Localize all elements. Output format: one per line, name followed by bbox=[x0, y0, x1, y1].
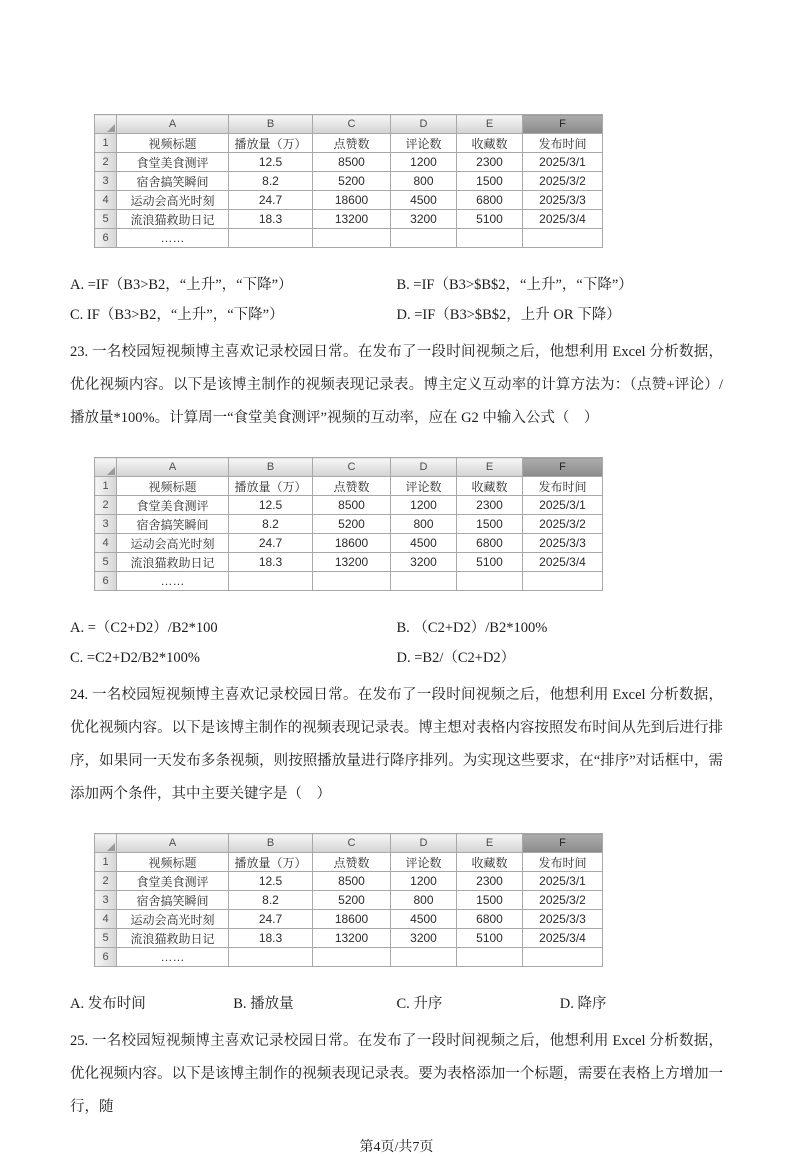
column-header-f: F bbox=[523, 458, 603, 477]
column-header-b: B bbox=[229, 834, 313, 853]
cell-c4: 18600 bbox=[313, 534, 391, 553]
cell-d3: 800 bbox=[391, 891, 457, 910]
cell-a6: …… bbox=[117, 948, 229, 967]
cell-f3: 2025/3/2 bbox=[523, 515, 603, 534]
cell-d3: 800 bbox=[391, 172, 457, 191]
cell-b4: 24.7 bbox=[229, 910, 313, 929]
cell-e1: 收藏数 bbox=[457, 853, 523, 872]
cell-f1: 发布时间 bbox=[523, 853, 603, 872]
row-header-5: 5 bbox=[95, 929, 117, 948]
cell-b1: 播放量（万） bbox=[229, 853, 313, 872]
column-header-d: D bbox=[391, 458, 457, 477]
cell-e4: 6800 bbox=[457, 534, 523, 553]
question24-text: 24. 一名校园短视频博主喜欢记录校园日常。在发布了一段时间视频之后，他想利用 Excel 分析数据，优化视频内容。以下是该博主制作的视频表现记录表。博主想对表格内容按照发布时间从先到后进行排序，如果同一天发布多条视频，则按照播放量进行降序排列。为实现这些要求，在“排序”对话框中，需添加两个条件，其中主要关键字是（ ） bbox=[70, 687, 723, 802]
row-header-5: 5 bbox=[95, 210, 117, 229]
cell-d5: 3200 bbox=[391, 210, 457, 229]
cell-d6 bbox=[391, 572, 457, 591]
column-header-a: A bbox=[117, 458, 229, 477]
question24-option-a: A. 发布时间 bbox=[70, 996, 146, 1012]
cell-f3: 2025/3/2 bbox=[523, 172, 603, 191]
cell-c6 bbox=[313, 572, 391, 591]
cell-b2: 12.5 bbox=[229, 872, 313, 891]
cell-f2: 2025/3/1 bbox=[523, 153, 603, 172]
row-header-1: 1 bbox=[95, 134, 117, 153]
cell-c6 bbox=[313, 948, 391, 967]
cell-f6 bbox=[523, 948, 603, 967]
cell-c1: 点赞数 bbox=[313, 477, 391, 496]
cell-d5: 3200 bbox=[391, 929, 457, 948]
cell-b6 bbox=[229, 229, 313, 248]
cell-c1: 点赞数 bbox=[313, 134, 391, 153]
question23-option-d: D. =B2/（C2+D2） bbox=[396, 650, 516, 666]
corner-triangle-icon bbox=[107, 467, 115, 475]
column-header-c: C bbox=[313, 834, 391, 853]
cell-e3: 1500 bbox=[457, 891, 523, 910]
question22-option-c: C. IF（B3>B2，“上升”，“下降”） bbox=[70, 307, 284, 323]
column-header-b: B bbox=[229, 458, 313, 477]
cell-d5: 3200 bbox=[391, 553, 457, 572]
cell-a1: 视频标题 bbox=[117, 134, 229, 153]
spreadsheet-table bbox=[94, 833, 603, 967]
question24-option-b: B. 播放量 bbox=[233, 996, 294, 1012]
cell-f1: 发布时间 bbox=[523, 477, 603, 496]
cell-e1: 收藏数 bbox=[457, 477, 523, 496]
cell-d2: 1200 bbox=[391, 872, 457, 891]
cell-c1: 点赞数 bbox=[313, 853, 391, 872]
cell-a3: 宿舍搞笑瞬间 bbox=[117, 172, 229, 191]
sheet-corner-cell bbox=[95, 834, 117, 853]
question24-option-d: D. 降序 bbox=[559, 996, 607, 1012]
cell-c3: 5200 bbox=[313, 515, 391, 534]
cell-b4: 24.7 bbox=[229, 534, 313, 553]
cell-b3: 8.2 bbox=[229, 891, 313, 910]
cell-c2: 8500 bbox=[313, 153, 391, 172]
cell-b5: 18.3 bbox=[229, 929, 313, 948]
cell-a1: 视频标题 bbox=[117, 477, 229, 496]
cell-a2: 食堂美食测评 bbox=[117, 872, 229, 891]
row-header-3: 3 bbox=[95, 515, 117, 534]
row-header-4: 4 bbox=[95, 910, 117, 929]
page-footer: 第4页/共7页 bbox=[359, 1140, 434, 1155]
cell-e6 bbox=[457, 948, 523, 967]
cell-d2: 1200 bbox=[391, 153, 457, 172]
cell-f4: 2025/3/3 bbox=[523, 191, 603, 210]
cell-f5: 2025/3/4 bbox=[523, 553, 603, 572]
question22-option-b: B. =IF（B3>$B$2，“上升”，“下降”） bbox=[396, 277, 633, 293]
question22-options-row-1 bbox=[70, 270, 723, 300]
cell-a1: 视频标题 bbox=[117, 853, 229, 872]
question24-options-row bbox=[70, 989, 723, 1019]
column-header-d: D bbox=[391, 834, 457, 853]
cell-c4: 18600 bbox=[313, 191, 391, 210]
cell-d3: 800 bbox=[391, 515, 457, 534]
column-header-f: F bbox=[523, 115, 603, 134]
cell-b2: 12.5 bbox=[229, 153, 313, 172]
cell-e2: 2300 bbox=[457, 153, 523, 172]
spreadsheet-figure-3 bbox=[94, 833, 723, 967]
cell-d1: 评论数 bbox=[391, 134, 457, 153]
column-header-e: E bbox=[457, 458, 523, 477]
cell-a3: 宿舍搞笑瞬间 bbox=[117, 515, 229, 534]
cell-b6 bbox=[229, 572, 313, 591]
cell-d4: 4500 bbox=[391, 910, 457, 929]
corner-triangle-icon bbox=[107, 843, 115, 851]
cell-e6 bbox=[457, 572, 523, 591]
cell-a4: 运动会高光时刻 bbox=[117, 191, 229, 210]
column-header-c: C bbox=[313, 458, 391, 477]
cell-a2: 食堂美食测评 bbox=[117, 153, 229, 172]
question22-option-a: A. =IF（B3>B2，“上升”，“下降”） bbox=[70, 277, 293, 293]
cell-d4: 4500 bbox=[391, 191, 457, 210]
cell-c3: 5200 bbox=[313, 891, 391, 910]
row-header-6: 6 bbox=[95, 572, 117, 591]
cell-b1: 播放量（万） bbox=[229, 134, 313, 153]
question24-option-c: C. 升序 bbox=[396, 996, 443, 1012]
cell-c5: 13200 bbox=[313, 210, 391, 229]
question22-options-row-2 bbox=[70, 300, 723, 330]
cell-e3: 1500 bbox=[457, 515, 523, 534]
cell-e1: 收藏数 bbox=[457, 134, 523, 153]
cell-c5: 13200 bbox=[313, 553, 391, 572]
cell-a4: 运动会高光时刻 bbox=[117, 910, 229, 929]
row-header-1: 1 bbox=[95, 477, 117, 496]
row-header-3: 3 bbox=[95, 172, 117, 191]
cell-c6 bbox=[313, 229, 391, 248]
cell-e5: 5100 bbox=[457, 929, 523, 948]
cell-f4: 2025/3/3 bbox=[523, 910, 603, 929]
question23-option-a: A. =（C2+D2）/B2*100 bbox=[70, 620, 218, 636]
cell-b3: 8.2 bbox=[229, 172, 313, 191]
cell-f5: 2025/3/4 bbox=[523, 210, 603, 229]
cell-c5: 13200 bbox=[313, 929, 391, 948]
question25-text: 25. 一名校园短视频博主喜欢记录校园日常。在发布了一段时间视频之后，他想利用 Excel 分析数据，优化视频内容。以下是该博主制作的视频表现记录表。要为表格添加一个标题，需要在表格上方增加一行，随 bbox=[70, 1033, 723, 1115]
cell-f1: 发布时间 bbox=[523, 134, 603, 153]
cell-a5: 流浪猫救助日记 bbox=[117, 553, 229, 572]
cell-f6 bbox=[523, 229, 603, 248]
cell-f3: 2025/3/2 bbox=[523, 891, 603, 910]
spreadsheet-figure-2 bbox=[94, 457, 723, 591]
cell-a6: …… bbox=[117, 229, 229, 248]
cell-f2: 2025/3/1 bbox=[523, 496, 603, 515]
row-header-3: 3 bbox=[95, 891, 117, 910]
cell-e3: 1500 bbox=[457, 172, 523, 191]
cell-c4: 18600 bbox=[313, 910, 391, 929]
row-header-4: 4 bbox=[95, 534, 117, 553]
question23-options-row-1 bbox=[70, 613, 723, 643]
cell-b3: 8.2 bbox=[229, 515, 313, 534]
cell-d6 bbox=[391, 229, 457, 248]
cell-a3: 宿舍搞笑瞬间 bbox=[117, 891, 229, 910]
question22-option-d: D. =IF（B3>$B$2，上升 OR 下降） bbox=[396, 307, 621, 323]
cell-a5: 流浪猫救助日记 bbox=[117, 210, 229, 229]
column-header-e: E bbox=[457, 115, 523, 134]
row-header-2: 2 bbox=[95, 872, 117, 891]
cell-a5: 流浪猫救助日记 bbox=[117, 929, 229, 948]
cell-e2: 2300 bbox=[457, 872, 523, 891]
sheet-corner-cell bbox=[95, 115, 117, 134]
cell-e2: 2300 bbox=[457, 496, 523, 515]
column-header-f: F bbox=[523, 834, 603, 853]
column-header-a: A bbox=[117, 834, 229, 853]
row-header-4: 4 bbox=[95, 191, 117, 210]
cell-b5: 18.3 bbox=[229, 210, 313, 229]
cell-a6: …… bbox=[117, 572, 229, 591]
cell-e5: 5100 bbox=[457, 210, 523, 229]
cell-e4: 6800 bbox=[457, 191, 523, 210]
cell-c2: 8500 bbox=[313, 872, 391, 891]
cell-f6 bbox=[523, 572, 603, 591]
row-header-2: 2 bbox=[95, 496, 117, 515]
question23-option-c: C. =C2+D2/B2*100% bbox=[70, 650, 200, 666]
sheet-corner-cell bbox=[95, 458, 117, 477]
cell-e4: 6800 bbox=[457, 910, 523, 929]
row-header-1: 1 bbox=[95, 853, 117, 872]
question23-options-row-2 bbox=[70, 643, 723, 673]
cell-a4: 运动会高光时刻 bbox=[117, 534, 229, 553]
question23-option-b: B. （C2+D2）/B2*100% bbox=[396, 620, 548, 636]
column-header-e: E bbox=[457, 834, 523, 853]
row-header-2: 2 bbox=[95, 153, 117, 172]
cell-f2: 2025/3/1 bbox=[523, 872, 603, 891]
column-header-a: A bbox=[117, 115, 229, 134]
cell-b1: 播放量（万） bbox=[229, 477, 313, 496]
column-header-b: B bbox=[229, 115, 313, 134]
cell-d4: 4500 bbox=[391, 534, 457, 553]
cell-e6 bbox=[457, 229, 523, 248]
question23-text: 23. 一名校园短视频博主喜欢记录校园日常。在发布了一段时间视频之后，他想利用 Excel 分析数据，优化视频内容。以下是该博主制作的视频表现记录表。博主定义互动率的计算方法为：（点赞+评论）/播放量*100%。计算周一“食堂美食测评”视频的互动率，应在 G2 中输入公式（ ） bbox=[70, 344, 723, 426]
row-header-6: 6 bbox=[95, 948, 117, 967]
spreadsheet-figure-1 bbox=[94, 114, 723, 248]
cell-a2: 食堂美食测评 bbox=[117, 496, 229, 515]
cell-b4: 24.7 bbox=[229, 191, 313, 210]
spreadsheet-table bbox=[94, 114, 603, 248]
column-header-d: D bbox=[391, 115, 457, 134]
column-header-c: C bbox=[313, 115, 391, 134]
corner-triangle-icon bbox=[107, 124, 115, 132]
spreadsheet-table bbox=[94, 457, 603, 591]
cell-b2: 12.5 bbox=[229, 496, 313, 515]
cell-f4: 2025/3/3 bbox=[523, 534, 603, 553]
cell-d6 bbox=[391, 948, 457, 967]
cell-b6 bbox=[229, 948, 313, 967]
cell-c3: 5200 bbox=[313, 172, 391, 191]
row-header-5: 5 bbox=[95, 553, 117, 572]
cell-f5: 2025/3/4 bbox=[523, 929, 603, 948]
cell-d2: 1200 bbox=[391, 496, 457, 515]
cell-c2: 8500 bbox=[313, 496, 391, 515]
row-header-6: 6 bbox=[95, 229, 117, 248]
cell-d1: 评论数 bbox=[391, 853, 457, 872]
cell-e5: 5100 bbox=[457, 553, 523, 572]
cell-d1: 评论数 bbox=[391, 477, 457, 496]
cell-b5: 18.3 bbox=[229, 553, 313, 572]
